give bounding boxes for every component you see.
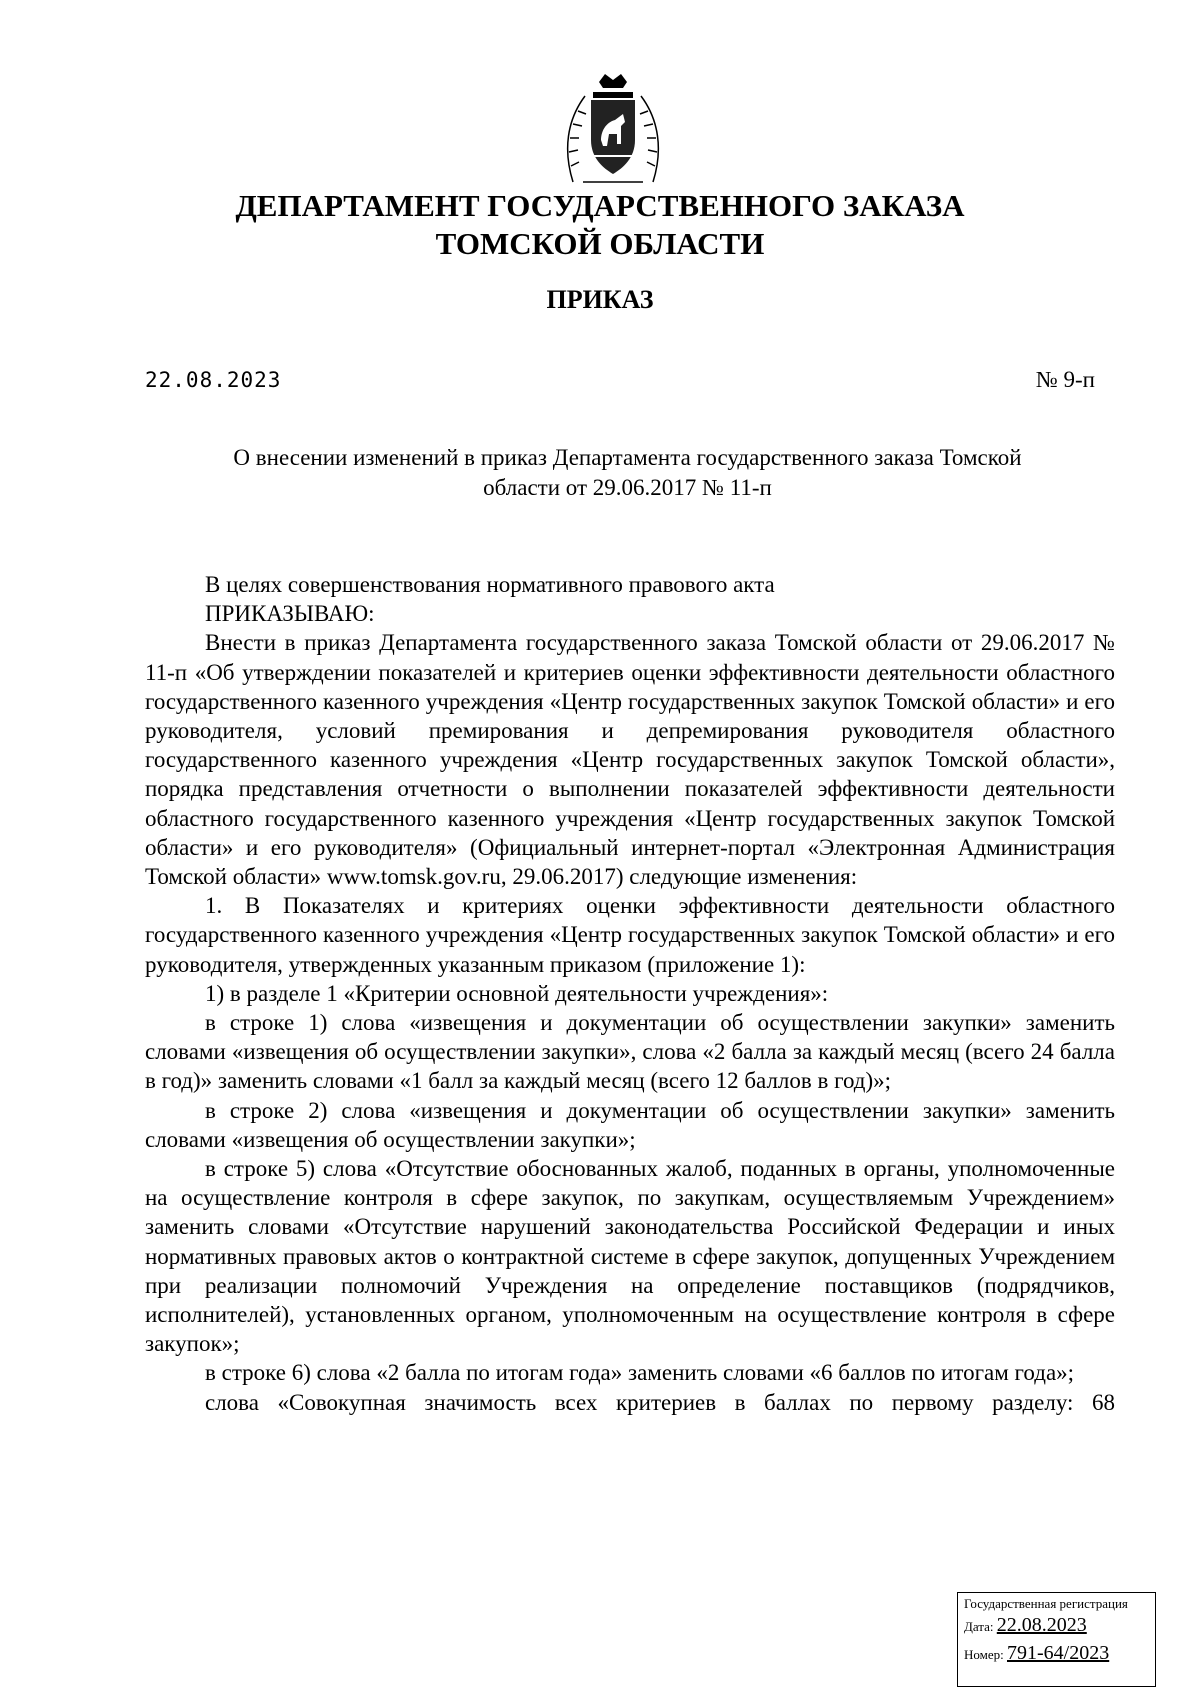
document-type: ПРИКАЗ	[546, 285, 654, 314]
body-paragraph-row1: в строке 1) слова «извещения и документации об осуществлении закупки» заменить словами «извещения об осуществлении закупки», слова «2 балла за каждый месяц (всего 24 балла в год)» заменить словами «1 балл за каждый месяц (всего 12 баллов в год)»;	[145, 1010, 1115, 1094]
registration-caption: Государственная регистрация	[964, 1596, 1128, 1611]
registration-date-value: 22.08.2023	[996, 1614, 1087, 1636]
organization-title-line2: ТОМСКОЙ ОБЛАСТИ	[435, 226, 765, 261]
body-paragraph-row2: в строке 2) слова «извещения и документации об осуществлении закупки» заменить словами «извещения об осуществлении закупки»;	[145, 1097, 1115, 1152]
body-paragraph-row5: в строке 5) слова «Отсутствие обоснованных жалоб, поданных в органы, уполномоченные на осуществление контроля в сфере закупок, по закупкам, осуществляемым Учреждением» заменить словами «Отсутствие нарушений законодательства Российской Федерации и иных нормативных правовых актов о контрактной системе в сфере закупок, допущенных Учреждением при реализации полномочий Учреждения на определение поставщиков (подрядчиков, исполнителей), установленных органом, уполномоченным на осуществление контроля в сфере закупок»;	[145, 1156, 1115, 1357]
registration-date-label: Дата:	[964, 1619, 994, 1634]
registration-stamp	[957, 1592, 1156, 1687]
body-paragraph-item1: 1. В Показателях и критериях оценки эффективности деятельности областного государственного казенного учреждения «Центр государственных закупок Томской области» и его руководителя, утвержденных указанным приказом (приложение 1):	[145, 893, 1115, 977]
document-number: № 9-п	[1035, 367, 1095, 392]
subject-line1: О внесении изменений в приказ Департамента государственного заказа Томской	[233, 445, 1022, 470]
subject-line2: области от 29.06.2017 № 11-п	[483, 475, 772, 500]
registration-number-value: 791-64/2023	[1007, 1642, 1110, 1664]
body-paragraph-amend: Внести в приказ Департамента государственного заказа Томской области от 29.06.2017 № 11-п «Об утверждении показателей и критериев оценки эффективности деятельности областного государственного казенного учреждения «Центр государственных закупок Томской области» и его руководителя, условий премирования и депремирования руководителя областного государственного казенного учреждения «Центр государственных закупок Томской области», порядка представления отчетности о выполнении показателей эффективности деятельности областного государственного казенного учреждения «Центр государственных закупок Томской области» и его руководителя» (Официальный интернет-портал «Электронная Администрация Томской области» www.tomsk.gov.ru, 29.06.2017) следующие изменения:	[145, 630, 1115, 890]
tomsk-oblast-coat-of-arms-emblem	[563, 70, 663, 188]
registration-number-label: Номер:	[964, 1647, 1004, 1662]
document-subject	[160, 443, 1095, 503]
organization-title-line1: ДЕПАРТАМЕНТ ГОСУДАРСТВЕННОГО ЗАКАЗА	[235, 188, 965, 223]
body-paragraph-section1: 1) в разделе 1 «Критерии основной деятельности учреждения»:	[205, 980, 829, 1006]
registration-date-row	[964, 1612, 1149, 1640]
organization-title	[0, 187, 1200, 263]
registration-number-row	[964, 1640, 1149, 1668]
document-date: 22.08.2023	[145, 368, 282, 392]
document-body	[145, 570, 1115, 1417]
body-paragraph-order: ПРИКАЗЫВАЮ:	[205, 601, 375, 627]
body-paragraph-purpose: В целях совершенствования нормативного правового акта	[205, 572, 775, 597]
body-paragraph-total: слова «Совокупная значимость всех критериев в баллах по первому разделу: 68	[205, 1389, 1115, 1415]
body-paragraph-row6: в строке 6) слова «2 балла по итогам года» заменить словами «6 баллов по итогам года»;	[205, 1360, 1075, 1386]
